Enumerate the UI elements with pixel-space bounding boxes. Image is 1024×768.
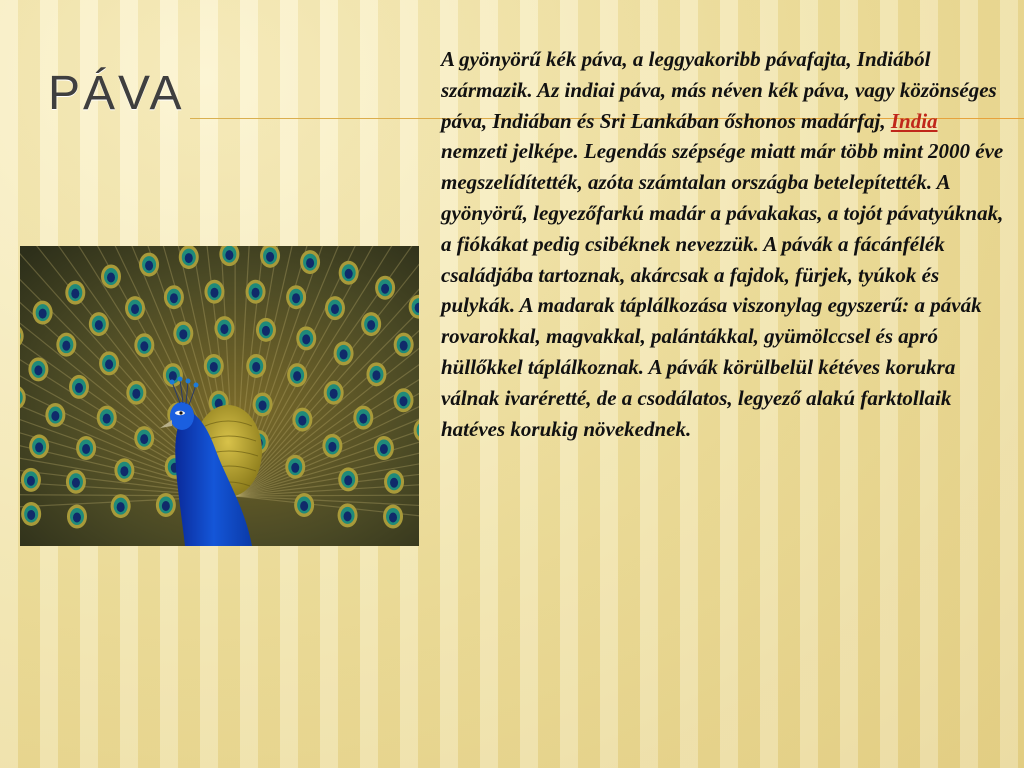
tail-eyespot bbox=[256, 318, 276, 342]
tail-eyespot bbox=[338, 503, 358, 527]
tail-eyespot bbox=[114, 458, 134, 482]
tail-eyespot bbox=[45, 403, 65, 427]
tail-eyespot bbox=[285, 455, 305, 479]
tail-eyespot bbox=[394, 333, 414, 357]
tail-eyespot bbox=[322, 434, 342, 458]
tail-eyespot bbox=[375, 276, 395, 300]
tail-eyespot bbox=[56, 333, 76, 357]
tail-eyespot bbox=[156, 493, 176, 517]
tail-eyespot bbox=[164, 285, 184, 309]
tail-eyespot bbox=[126, 381, 146, 405]
tail-eyespot bbox=[76, 436, 96, 460]
tail-eyespot bbox=[325, 296, 345, 320]
tail-eyespot bbox=[66, 470, 86, 494]
tail-eyespot bbox=[296, 326, 316, 350]
tail-eyespot bbox=[366, 362, 386, 386]
tail-eyespot bbox=[361, 312, 381, 336]
slide-title: PÁVA bbox=[48, 67, 185, 120]
tail-eyespot bbox=[139, 253, 159, 277]
tail-eyespot bbox=[21, 468, 41, 492]
tail-eyespot bbox=[204, 280, 224, 304]
tail-eyespot bbox=[33, 301, 53, 325]
tail-eyespot bbox=[287, 363, 307, 387]
body-paragraph bbox=[441, 44, 1007, 444]
paragraph-text-after-link: nemzeti jelképe. Legendás szépsége miatt már több mint 2000 éve megszelídítették, azóta számtalan országba betelepítették. A gyönyörű, legyezőfarkú madár a pávakakas, a tojót pávatyúknak, a fiókákat pedig csibéknek nevezzük. A pávák a fácánfélék családjába tartoznak, akárcsak a fajdok, fürjek, tyúkok és pulykák. A madarak táplálkozása viszonylag egyszerű: a pávák rovarokkal, magvakkal, palántákkal, gyümölccsel és apró hüllőkkel táplálkoznak. A pávák körülbelül kétéves korukra válnak ivaréretté, de a csodálatos, legyező alakú farktollaik hatéves korukig növekednek. bbox=[441, 139, 1004, 441]
tail-eyespot bbox=[338, 467, 358, 491]
tail-eyespot bbox=[29, 434, 49, 458]
tail-eyespot bbox=[134, 426, 154, 450]
tail-eyespot bbox=[324, 381, 344, 405]
tail-eyespot bbox=[246, 354, 266, 378]
tail-eyespot bbox=[173, 321, 193, 345]
tail-eyespot bbox=[292, 408, 312, 432]
tail-eyespot bbox=[179, 246, 199, 269]
tail-eyespot bbox=[383, 505, 403, 529]
tail-eyespot bbox=[286, 285, 306, 309]
tail-eyespot bbox=[300, 250, 320, 274]
tail-eyespot bbox=[69, 375, 89, 399]
tail-eyespot bbox=[97, 406, 117, 430]
tail-eyespot bbox=[214, 316, 234, 340]
tail-eyespot bbox=[134, 333, 154, 357]
tail-eyespot bbox=[353, 406, 373, 430]
tail-eyespot bbox=[339, 261, 359, 285]
tail-eyespot bbox=[111, 494, 131, 518]
india-link[interactable]: India bbox=[890, 108, 938, 133]
tail-eyespot bbox=[246, 280, 266, 304]
tail-eyespot bbox=[28, 357, 48, 381]
tail-eyespot bbox=[125, 296, 145, 320]
tail-eyespot bbox=[67, 505, 87, 529]
tail-eyespot bbox=[21, 502, 41, 526]
tail-eyespot bbox=[334, 341, 354, 365]
tail-eyespot bbox=[101, 265, 121, 289]
tail-eyespot bbox=[89, 312, 109, 336]
tail-eyespot bbox=[374, 436, 394, 460]
tail-eyespot bbox=[253, 392, 273, 416]
tail-eyespot bbox=[294, 493, 314, 517]
tail-eyespot bbox=[393, 388, 413, 412]
tail-eyespot bbox=[99, 351, 119, 375]
tail-eyespot bbox=[204, 354, 224, 378]
peacock-photo bbox=[20, 246, 419, 546]
tail-eyespot bbox=[65, 281, 85, 305]
tail-eyespot bbox=[384, 470, 404, 494]
paragraph-text-before-link: A gyönyörű kék páva, a leggyakoribb pávafajta, Indiából származik. Az indiai páva, más néven kék páva, vagy közönséges páva, Indiában és Sri Lankában őshonos madárfaj, bbox=[441, 47, 997, 133]
